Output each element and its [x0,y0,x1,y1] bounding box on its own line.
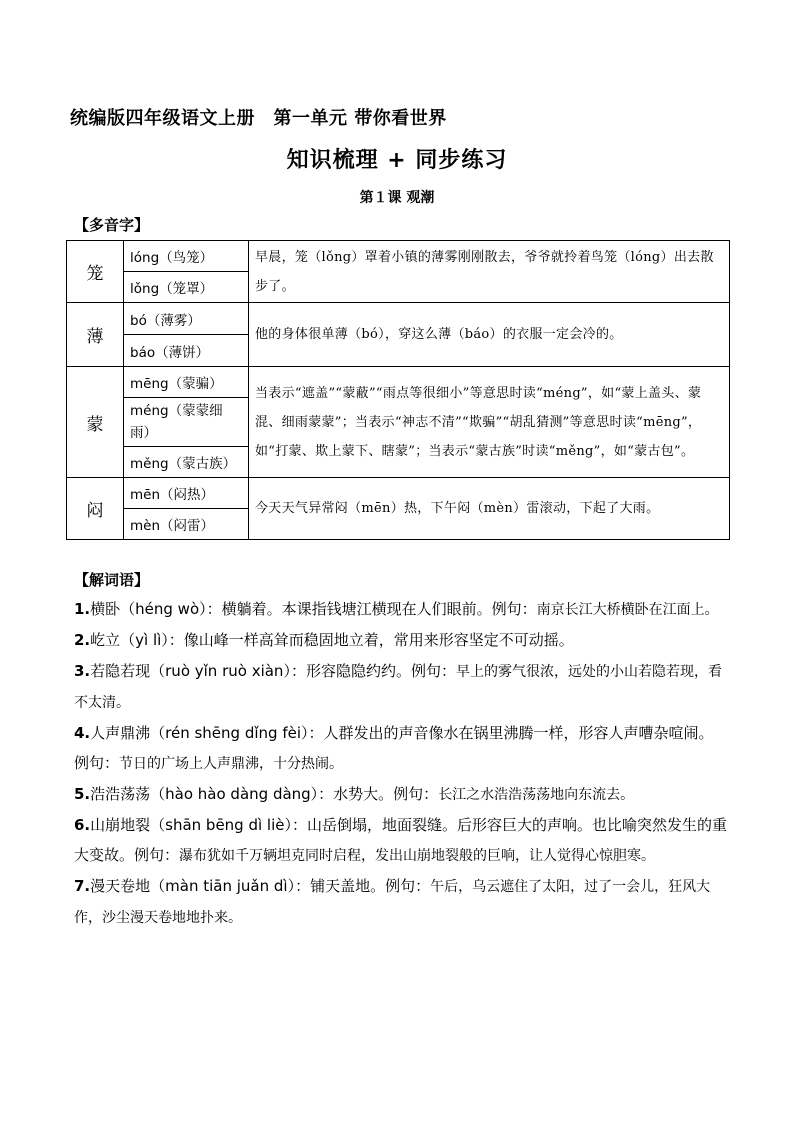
example-cell: 当表示“遮盖”“蒙蔽”“雨点等很细小”等意思时读“méng”，如“蒙上盖头、蒙混、细雨蒙蒙”；当表示“神志不清”“欺骗”“胡乱猜测”等意思时读“mēng”，如“打蒙、欺上蒙下、瞎蒙”；当表示“蒙古族”时读“měng”，如“蒙古包”。 [249,367,730,478]
vocab-list [74,594,728,933]
vocab-definition: 人声鼎沸（rén shēng dǐng fèi）：人群发出的声音像水在锅里沸腾一样，形容人声嘈杂喧闹。例句： [74,724,714,772]
list-item [74,625,728,656]
list-item [74,871,728,933]
vocab-example: 南京长江大桥横卧在江面上。 [536,602,719,618]
table-row [67,478,730,509]
vocab-example: 节日的广场上人声鼎沸，十分热闹。 [119,756,344,772]
polyphonic-table [66,240,730,540]
list-item [74,779,728,810]
list-item [74,718,728,779]
reading-cell: lǒng（笼罩） [124,272,249,303]
table-row [67,241,730,272]
list-item [74,810,728,871]
vocab-example: 早上的雾气很浓，远处的小山若隐若现，看不太清。 [74,664,722,711]
vocab-example: 瀑布犹如千万辆坦克同时启程，发出山崩地裂般的巨响，让人觉得心惊胆寒。 [179,848,656,864]
vocab-definition: 横卧（héng wò）：横躺着。本课指钱塘江横现在人们眼前。例句： [90,600,537,618]
reading-cell: bó（薄雾） [124,303,249,335]
vocab-example: 午后，乌云遮住了太阳，过了一会儿，狂风大作，沙尘漫天卷地地扑来。 [74,879,711,926]
item-number: 7. [74,877,91,895]
item-number: 3. [74,662,91,680]
vocab-definition: 若隐若现（ruò yǐn ruò xiàn）：形容隐隐约约。例句： [90,662,456,680]
reading-cell: mèn（闷雷） [124,509,249,540]
item-number: 6. [74,816,91,834]
item-number: 5. [74,785,91,803]
section-heading-polyphonic: 【多音字】 [74,216,150,234]
reading-cell: měng（蒙古族） [124,447,249,478]
vocab-example: 长江之水浩浩荡荡地向东流去。 [438,787,635,803]
vocab-definition: 浩浩荡荡（hào hào dàng dàng）：水势大。例句： [90,785,439,803]
polyphonic-char: 闷 [67,478,124,540]
example-cell: 今天天气异常闷（mēn）热，下午闷（mèn）雷滚动，下起了大雨。 [249,478,730,540]
page-title: 知识梳理 + 同步练习 [286,148,508,173]
reading-cell: lóng（鸟笼） [124,241,249,272]
reading-cell: mēng（蒙骗） [124,367,249,398]
item-number: 1. [74,600,91,618]
document-header: 统编版四年级语文上册 第一单元 带你看世界 [70,108,447,129]
reading-cell: méng（蒙蒙细雨） [124,398,249,447]
polyphonic-char: 笼 [67,241,124,303]
vocab-definition: 漫天卷地（màn tiān juǎn dì）：铺天盖地。例句： [90,877,431,895]
lesson-title: 第１课 观潮 [359,190,435,206]
example-cell: 早晨，笼（lǒng）罩着小镇的薄雾刚刚散去，爷爷就拎着鸟笼（lóng）出去散步了。 [249,241,730,303]
reading-cell: báo（薄饼） [124,335,249,367]
reading-cell: mēn（闷热） [124,478,249,509]
table-row [67,367,730,398]
list-item [74,656,728,718]
list-item [74,594,728,625]
vocab-definition: 屹立（yì lì）：像山峰一样高耸而稳固地立着，常用来形容坚定不可动摇。 [90,631,574,649]
polyphonic-char: 薄 [67,303,124,367]
section-heading-vocab: 【解词语】 [74,571,150,589]
polyphonic-char: 蒙 [67,367,124,478]
example-cell: 他的身体很单薄（bó），穿这么薄（báo）的衣服一定会冷的。 [249,303,730,367]
vocab-definition: 山崩地裂（shān bēng dì liè）：山岳倒塌，地面裂缝。后形容巨大的声响。也比喻突然发生的重大变故。例句： [74,816,727,864]
item-number: 2. [74,631,91,649]
table-row [67,303,730,335]
item-number: 4. [74,724,91,742]
